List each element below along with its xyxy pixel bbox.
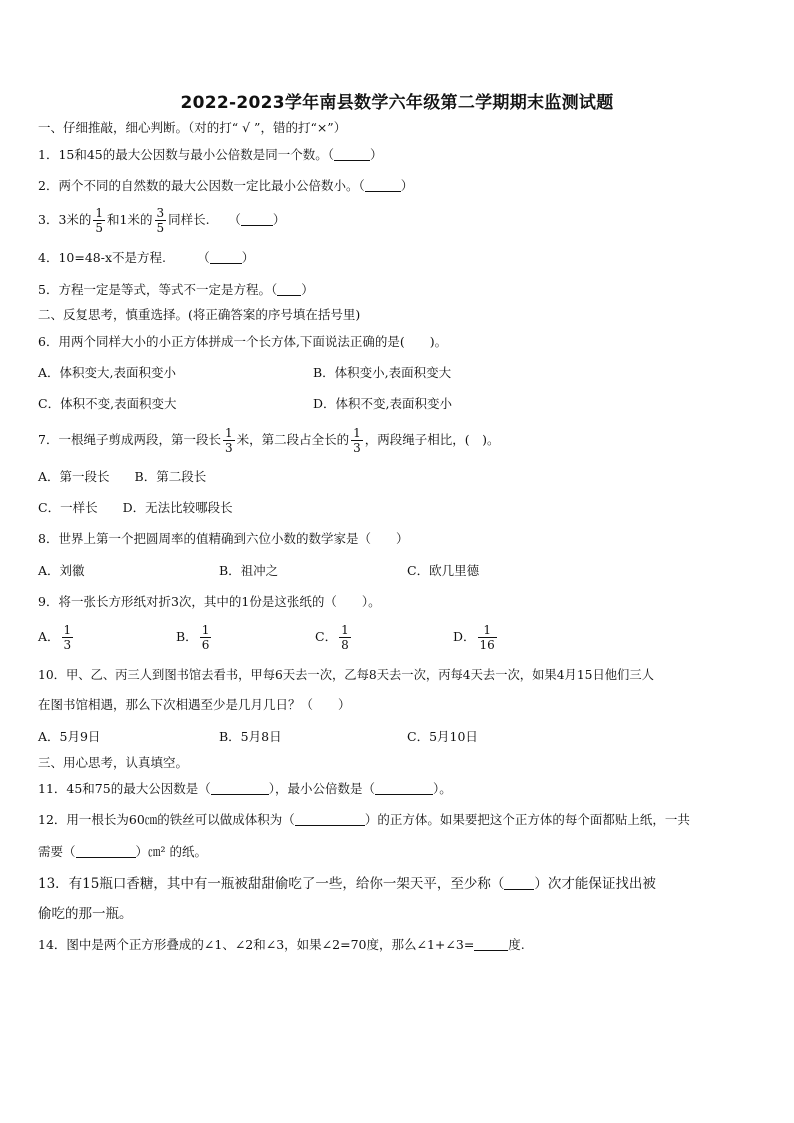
question-6: 6．用两个同样大小的小正方体拼成一个长方体,下面说法正确的是( )。 <box>38 334 448 349</box>
question-1: 1．15和45的最大公因数与最小公倍数是同一个数。（ ） <box>38 147 383 162</box>
question-7: 7．一根绳子剪成两段，第一段长 $\frac{1}{3}$ 米，第二段占全长的 $\frac{1}{3}$ ，两段绳子相比，( )。 <box>38 426 500 455</box>
question-5: 5．方程一定是等式，等式不一定是方程。（ ） <box>38 282 314 297</box>
question-8-option-b[interactable]: B．祖冲之 <box>219 563 279 578</box>
answer-blank[interactable] <box>375 782 433 795</box>
question-7-options-row-1[interactable]: A．第一段长 B．第二段长 <box>38 469 207 484</box>
answer-blank[interactable] <box>474 938 508 951</box>
question-13-line-2: 偷吃的那一瓶。 <box>38 906 133 922</box>
fraction: $\frac{1}{3}$ <box>353 426 361 455</box>
answer-blank[interactable] <box>295 813 365 826</box>
question-10-option-b[interactable]: B．5月8日 <box>219 729 282 744</box>
question-8-option-a[interactable]: A．刘徽 <box>38 563 85 578</box>
question-6-option-d[interactable]: D．体积不变,表面积变小 <box>313 396 452 411</box>
answer-blank[interactable] <box>504 877 534 890</box>
fraction: $\frac{1}{6}$ <box>201 623 210 652</box>
fraction: $\frac{1}{16}$ <box>479 623 495 652</box>
fraction: $\frac{3}{5}$ <box>156 206 165 235</box>
question-11: 11．45和75的最大公因数是（ ），最小公倍数是（ ）。 <box>38 781 452 796</box>
fraction: $\frac{1}{8}$ <box>341 623 349 652</box>
section-3-heading: 三、用心思考，认真填空。 <box>38 755 189 770</box>
answer-blank[interactable] <box>211 782 269 795</box>
fraction: $\frac{1}{5}$ <box>95 206 104 235</box>
fraction: $\frac{1}{3}$ <box>224 426 233 455</box>
question-3: 3．3米的 $\frac{1}{5}$ 和1米的 $\frac{3}{5}$ 同样长. （ ） <box>38 206 286 235</box>
answer-blank[interactable] <box>76 845 136 858</box>
question-4: 4．10=48-x不是方程. （ ） <box>38 250 255 265</box>
question-10-line-1: 10．甲、乙、丙三人到图书馆去看书，甲每6天去一次，乙每8天去一次，丙每4天去一次，如果4月15日他们三人 <box>38 668 654 682</box>
question-14: 14．图中是两个正方形叠成的∠1、∠2和∠3，如果∠2=70度，那么∠1+∠3= 度. <box>38 937 525 952</box>
answer-blank[interactable] <box>277 283 301 296</box>
question-9-option-b[interactable]: B． $\frac{1}{6}$ <box>176 623 210 652</box>
question-6-option-a[interactable]: A．体积变大,表面积变小 <box>38 365 177 380</box>
question-9: 9．将一张长方形纸对折3次，其中的1份是这张纸的（ ）。 <box>38 594 381 609</box>
section-1-heading: 一、仔细推敲，细心判断。（对的打“ √ ”，错的打“×”） <box>38 120 347 135</box>
question-13-line-1: 13．有15瓶口香糖，其中有一瓶被甜甜偷吃了一些，给你一架天平，至少称（ ）次才能保证找出被 <box>38 876 656 892</box>
question-6-option-b[interactable]: B．体积变小,表面积变大 <box>313 365 452 380</box>
question-9-option-c[interactable]: C． $\frac{1}{8}$ <box>315 623 349 652</box>
question-8: 8．世界上第一个把圆周率的值精确到六位小数的数学家是（ ） <box>38 531 409 546</box>
answer-blank[interactable] <box>365 179 401 192</box>
page-title: 2022-2023学年南县数学六年级第二学期期末监测试题 <box>180 93 614 113</box>
fraction: $\frac{1}{3}$ <box>63 623 72 652</box>
question-9-option-d[interactable]: D． $\frac{1}{16}$ <box>453 623 495 652</box>
question-12-line-1: 12．用一根长为60㎝的铁丝可以做成体积为（ ）的正方体。如果要把这个正方体的每个面都贴上纸，一共 <box>38 812 690 827</box>
question-10-line-2: 在图书馆相遇，那么下次相遇至少是几月几日？（ ） <box>38 697 351 712</box>
question-10-option-c[interactable]: C．5月10日 <box>407 729 478 744</box>
question-10-option-a[interactable]: A．5月9日 <box>38 729 101 744</box>
question-12-line-2: 需要（ ）㎝² 的纸。 <box>38 844 208 859</box>
question-8-option-c[interactable]: C．欧几里德 <box>407 563 480 578</box>
section-2-heading: 二、反复思考，慎重选择。(将正确答案的序号填在括号里) <box>38 307 361 322</box>
question-7-options-row-2[interactable]: C．一样长 D．无法比较哪段长 <box>38 500 233 515</box>
question-9-option-a[interactable]: A． $\frac{1}{3}$ <box>38 623 72 652</box>
question-6-option-c[interactable]: C．体积不变,表面积变大 <box>38 396 177 411</box>
question-2: 2．两个不同的自然数的最大公因数一定比最小公倍数小。（ ） <box>38 178 414 193</box>
answer-blank[interactable] <box>210 251 242 264</box>
answer-blank[interactable] <box>241 213 273 226</box>
answer-blank[interactable] <box>334 148 370 161</box>
